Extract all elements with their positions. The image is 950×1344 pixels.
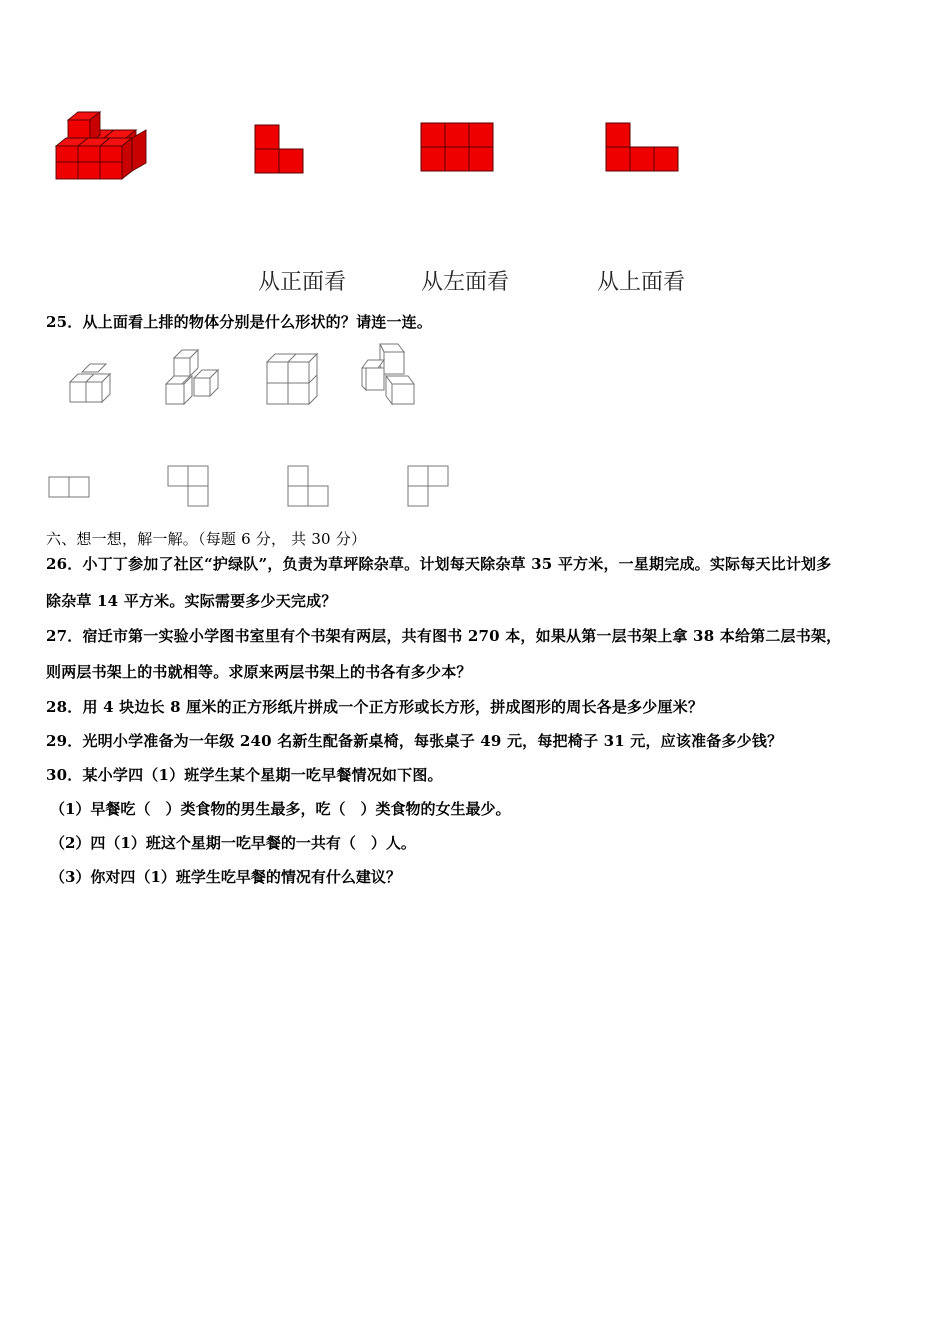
front-view-figure bbox=[254, 124, 304, 174]
shape-two-squares[interactable] bbox=[48, 476, 92, 500]
question-25-text: 从上面看上排的物体分别是什么形状的？请连一连。 bbox=[82, 313, 433, 331]
wireframe-blocks-b[interactable] bbox=[160, 348, 226, 410]
top-view-label: 从上面看 bbox=[597, 270, 686, 295]
question-27-line-2: 则两层书架上的书就相等。求原来两层书架上的书各有多少本？ bbox=[46, 663, 472, 681]
left-view-label: 从左面看 bbox=[421, 270, 510, 295]
section-6-heading: 六、想一想，解一解。（每题 6 分， 共 30 分） bbox=[46, 530, 367, 548]
wireframe-blocks-d[interactable] bbox=[358, 342, 424, 408]
shape-l-top-right[interactable] bbox=[406, 465, 452, 509]
top-view-figure bbox=[605, 122, 679, 172]
shape-l-bottom-right[interactable] bbox=[286, 465, 332, 509]
question-30: 30．某小学四（1）班学生某个星期一吃早餐情况如下图。 bbox=[46, 766, 443, 784]
question-29: 29．光明小学准备为一年级 240 名新生配备新桌椅，每张桌子 49 元，每把椅子 31 元，应该准备多少钱？ bbox=[46, 732, 783, 750]
question-26-line-2: 除杂草 14 平方米。实际需要多少天完成？ bbox=[46, 592, 337, 610]
question-26-line-1: 26．小丁丁参加了社区“护绿队”，负责为草坪除杂草。计划每天除杂草 35 平方米，一星期完成。实际每天比计划多 bbox=[46, 555, 832, 573]
shape-l-right-down[interactable] bbox=[166, 465, 212, 509]
wireframe-blocks-a[interactable] bbox=[66, 360, 126, 406]
question-30-sub-1: （1）早餐吃（ ）类食物的男生最多，吃（ ）类食物的女生最少。 bbox=[50, 800, 511, 818]
front-view-label: 从正面看 bbox=[258, 270, 347, 295]
question-25 bbox=[46, 311, 432, 332]
left-view-figure bbox=[420, 122, 494, 172]
red-cube-stack-figure bbox=[52, 108, 152, 186]
question-27-line-1: 27．宿迁市第一实验小学图书室里有个书架有两层，共有图书 270 本，如果从第一层书架上拿 38 本给第二层书架， bbox=[46, 627, 842, 645]
question-25-number: 25． bbox=[46, 313, 83, 331]
wireframe-blocks-c[interactable] bbox=[264, 350, 322, 408]
question-30-sub-3: （3）你对四（1）班学生吃早餐的情况有什么建议？ bbox=[50, 868, 401, 886]
question-30-sub-2: （2）四（1）班这个星期一吃早餐的一共有（ ）人。 bbox=[50, 834, 416, 852]
question-28: 28．用 4 块边长 8 厘米的正方形纸片拼成一个正方形或长方形，拼成图形的周长各是多少厘米？ bbox=[46, 698, 704, 716]
